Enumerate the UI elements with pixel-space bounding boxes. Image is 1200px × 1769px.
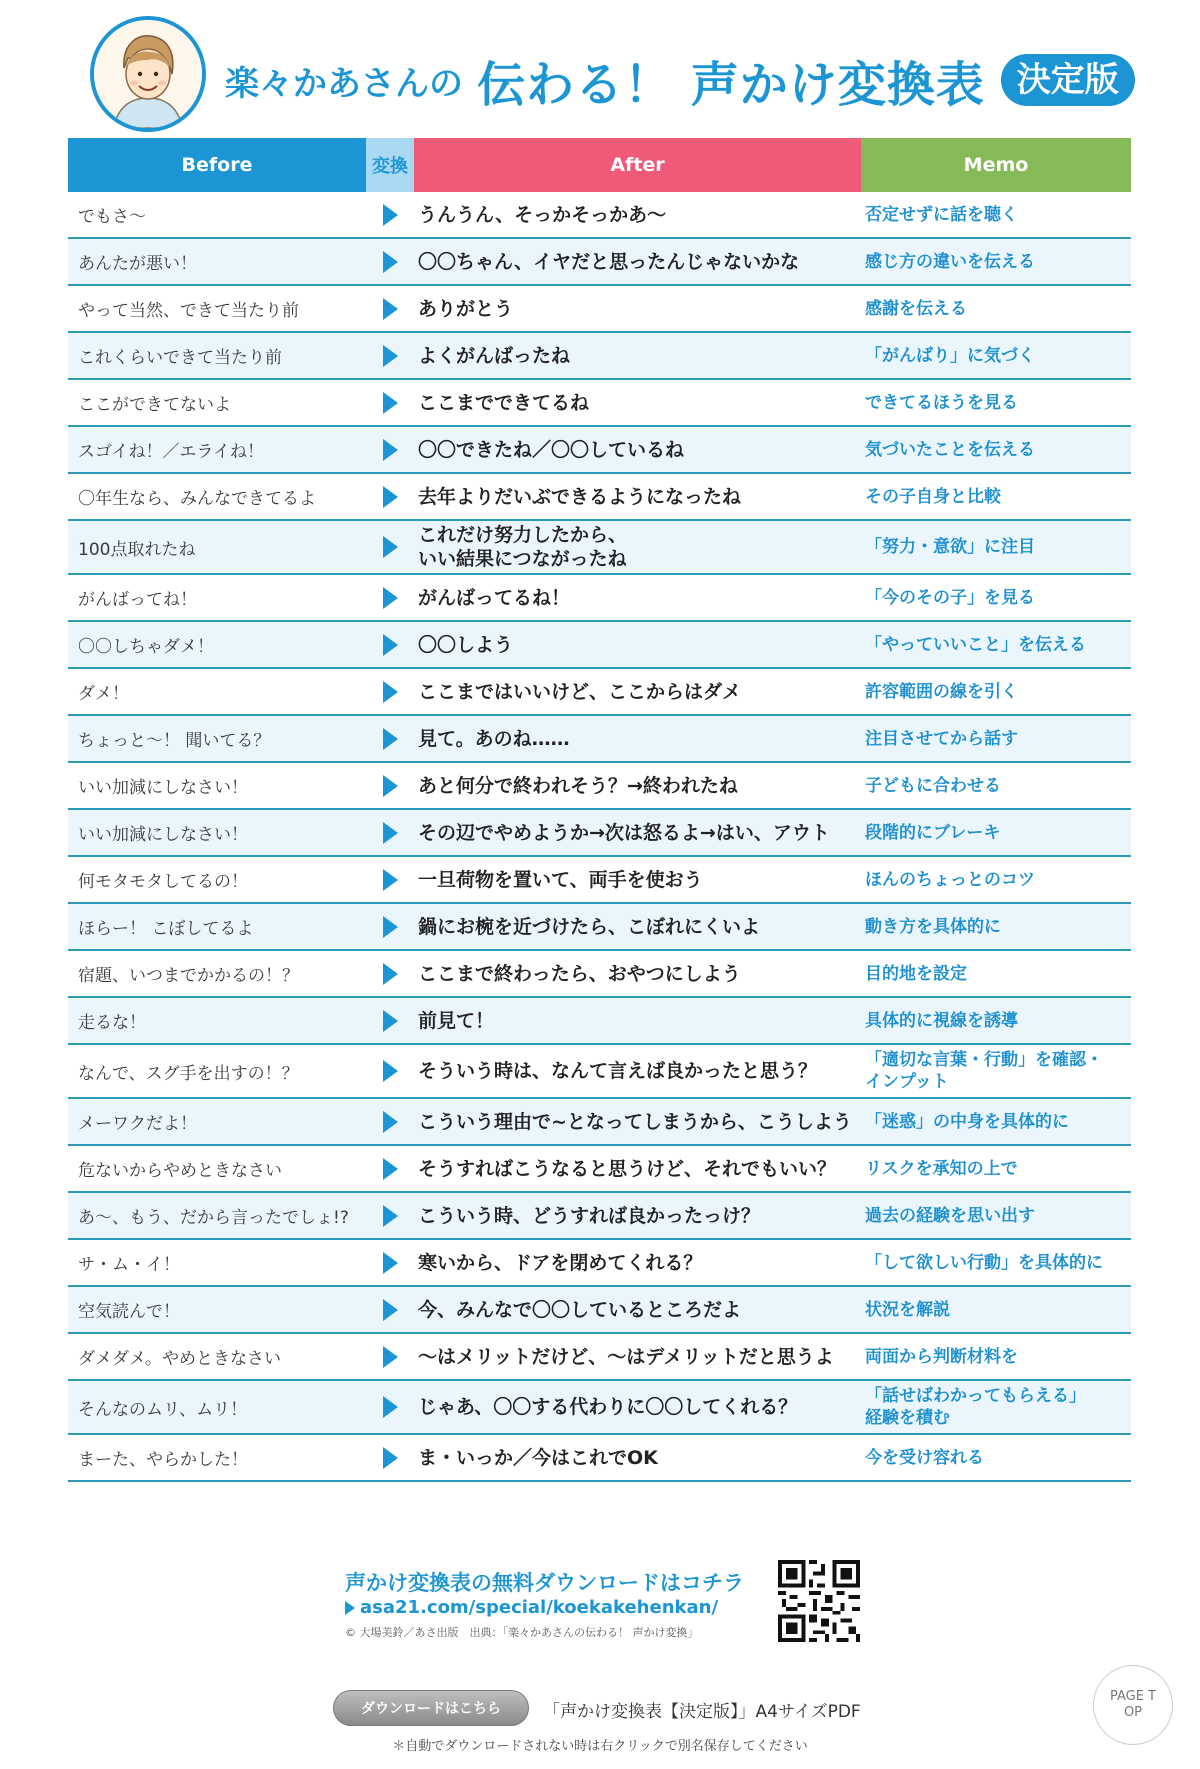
play-arrow-icon xyxy=(383,251,398,273)
before-cell: 〇年生なら、みんなできてるよ xyxy=(78,489,316,509)
play-arrow-icon xyxy=(383,963,398,985)
table-row xyxy=(68,1287,1131,1334)
convert-arrow-cell xyxy=(366,963,414,985)
play-arrow-icon xyxy=(345,1601,355,1615)
after-cell: 〜はメリットだけど、〜はデメリットだと思うよ xyxy=(418,1345,834,1368)
memo-cell: できてるほうを見る xyxy=(865,392,1018,413)
convert-arrow-cell xyxy=(366,869,414,891)
convert-arrow-cell xyxy=(366,536,414,558)
after-cell: そうすればこうなると思うけど、それでもいい？ xyxy=(418,1157,837,1180)
before-cell: ここができてないよ xyxy=(78,395,231,415)
title-main: 伝わる！ 声かけ変換表 xyxy=(477,56,985,113)
memo-cell: 子どもに合わせる xyxy=(865,775,1001,796)
table-row xyxy=(68,575,1131,622)
convert-arrow-cell xyxy=(366,1060,414,1082)
qr-code-icon xyxy=(778,1560,860,1642)
after-cell: 〇〇しよう xyxy=(418,633,514,656)
table-row xyxy=(68,1435,1131,1482)
table-row xyxy=(68,810,1131,857)
play-arrow-icon xyxy=(383,1010,398,1032)
after-cell: ここまで終わったら、おやつにしよう xyxy=(418,962,741,985)
convert-arrow-cell xyxy=(366,634,414,656)
convert-arrow-cell xyxy=(366,486,414,508)
memo-cell: 「適切な言葉・行動」を確認・ インプット xyxy=(865,1050,1103,1092)
convert-arrow-cell xyxy=(366,204,414,226)
page-top-label-1: PAGE T xyxy=(1109,1689,1157,1704)
memo-cell: 段階的にブレーキ xyxy=(865,822,1001,843)
convert-arrow-cell xyxy=(366,728,414,750)
after-cell: ここまではいいけど、ここからはダメ xyxy=(418,680,742,703)
after-cell: 寒いから、ドアを閉めてくれる？ xyxy=(418,1251,703,1274)
play-arrow-icon xyxy=(383,916,398,938)
after-cell: がんばってるね！ xyxy=(418,586,571,609)
convert-arrow-cell xyxy=(366,1346,414,1368)
memo-cell: 状況を解説 xyxy=(865,1299,950,1320)
memo-cell: 「努力・意欲」に注目 xyxy=(865,537,1035,557)
convert-arrow-cell xyxy=(366,1158,414,1180)
play-arrow-icon xyxy=(383,439,398,461)
play-arrow-icon xyxy=(383,1299,398,1321)
play-arrow-icon xyxy=(383,587,398,609)
memo-cell: 具体的に視線を誘導 xyxy=(865,1010,1018,1031)
convert-arrow-cell xyxy=(366,1010,414,1032)
before-cell: でもさ〜 xyxy=(78,207,146,227)
convert-arrow-cell xyxy=(366,439,414,461)
header-conversion: 変換 xyxy=(366,138,414,192)
play-arrow-icon xyxy=(383,345,398,367)
convert-arrow-cell xyxy=(366,822,414,844)
table-row xyxy=(68,333,1131,380)
memo-cell: 過去の経験を思い出す xyxy=(865,1205,1035,1226)
play-arrow-icon xyxy=(383,1447,398,1469)
play-arrow-icon xyxy=(383,822,398,844)
play-arrow-icon xyxy=(383,204,398,226)
convert-arrow-cell xyxy=(366,392,414,414)
memo-cell: リスクを承知の上で xyxy=(865,1158,1018,1179)
before-cell: メーワクだよ！ xyxy=(78,1114,197,1134)
before-cell: がんばってね！ xyxy=(78,590,197,610)
memo-cell: 気づいたことを伝える xyxy=(865,439,1035,460)
after-cell: あと何分で終われそう？→終われたね xyxy=(418,774,738,797)
table-row xyxy=(68,521,1131,575)
table-row xyxy=(68,998,1131,1045)
before-cell: そんなのムリ、ムリ！ xyxy=(78,1399,248,1420)
memo-cell: 両面から判断材料を xyxy=(865,1346,1018,1367)
author-avatar xyxy=(90,16,206,132)
after-cell: 〇〇できたね／〇〇しているね xyxy=(418,438,685,461)
table-row xyxy=(68,1146,1131,1193)
before-cell: やって当然、できて当たり前 xyxy=(78,301,299,321)
convert-arrow-cell xyxy=(366,1299,414,1321)
after-cell: ここまでできてるね xyxy=(418,391,590,414)
memo-cell: 感じ方の違いを伝える xyxy=(865,251,1035,272)
memo-cell: 注目させてから話す xyxy=(865,728,1018,749)
table-row xyxy=(68,1045,1131,1099)
memo-cell: 目的地を設定 xyxy=(865,963,967,984)
table-row xyxy=(68,669,1131,716)
before-cell: ダメ！ xyxy=(78,684,129,704)
play-arrow-icon xyxy=(383,869,398,891)
table-row xyxy=(68,474,1131,521)
memo-cell: ほんのちょっとのコツ xyxy=(865,869,1035,890)
before-cell: 〇〇しちゃダメ！ xyxy=(78,637,214,657)
after-cell: こういう理由で~となってしまうから、こうしよう xyxy=(418,1110,852,1133)
after-cell: これだけ努力したから、 いい結果につながったね xyxy=(418,524,628,570)
before-cell: いい加減にしなさい！ xyxy=(78,778,248,798)
before-cell: 宿題、いつまでかかるの！？ xyxy=(78,966,299,986)
table-row xyxy=(68,857,1131,904)
before-cell: いい加減にしなさい！ xyxy=(78,825,248,845)
download-note: ＊自動でダウンロードされない時は右クリックで別名保存してください xyxy=(392,1739,808,1754)
memo-cell: 許容範囲の線を引く xyxy=(865,681,1018,702)
table-row xyxy=(68,763,1131,810)
after-cell: 鍋にお椀を近づけたら、こぼれにくいよ xyxy=(418,915,761,938)
header-after: After xyxy=(414,138,861,192)
before-cell: なんで、スグ手を出すの！？ xyxy=(78,1063,299,1084)
before-cell: 空気読んで！ xyxy=(78,1302,180,1322)
convert-arrow-cell xyxy=(366,1205,414,1227)
play-arrow-icon xyxy=(383,1060,398,1082)
after-cell: 去年よりだいぶできるようになったね xyxy=(418,485,742,508)
convert-arrow-cell xyxy=(366,251,414,273)
convert-arrow-cell xyxy=(366,1111,414,1133)
play-arrow-icon xyxy=(383,1205,398,1227)
download-button[interactable]: ダウンロードはこちら xyxy=(333,1690,529,1726)
table-row xyxy=(68,1099,1131,1146)
table-row xyxy=(68,1334,1131,1381)
memo-cell: 感謝を伝える xyxy=(865,298,967,319)
memo-cell: 動き方を具体的に xyxy=(865,916,1001,937)
before-cell: 危ないからやめときなさい xyxy=(78,1161,282,1181)
after-cell: 前見て！ xyxy=(418,1009,495,1032)
play-arrow-icon xyxy=(383,536,398,558)
play-arrow-icon xyxy=(383,1111,398,1133)
after-cell: 見て。あのね…… xyxy=(418,727,570,750)
page-title xyxy=(225,40,1119,120)
play-arrow-icon xyxy=(383,775,398,797)
page-top-button[interactable] xyxy=(1093,1665,1173,1745)
table-row xyxy=(68,286,1131,333)
play-arrow-icon xyxy=(383,634,398,656)
memo-cell: 否定せずに話を聴く xyxy=(865,204,1018,225)
header-memo: Memo xyxy=(861,138,1131,192)
memo-cell: 今を受け容れる xyxy=(865,1447,984,1468)
convert-arrow-cell xyxy=(366,1252,414,1274)
table-row xyxy=(68,1193,1131,1240)
download-link[interactable] xyxy=(345,1597,718,1618)
play-arrow-icon xyxy=(383,392,398,414)
memo-cell: 「話せばわかってもらえる」 経験を積む xyxy=(865,1386,1086,1428)
after-cell: その辺でやめようか→次は怒るよ→はい、アウト xyxy=(418,821,830,844)
after-cell: 〇〇ちゃん、イヤだと思ったんじゃないかな xyxy=(418,250,800,273)
table-row xyxy=(68,1381,1131,1435)
convert-arrow-cell xyxy=(366,1396,414,1418)
convert-arrow-cell xyxy=(366,345,414,367)
table-row xyxy=(68,380,1131,427)
play-arrow-icon xyxy=(383,1158,398,1180)
before-cell: 100点取れたね xyxy=(78,539,196,560)
before-cell: これくらいできて当たり前 xyxy=(78,348,282,368)
table-body xyxy=(68,192,1131,1482)
table-header xyxy=(68,138,1131,192)
before-cell: サ・ム・イ！ xyxy=(78,1255,180,1275)
after-cell: うんうん、そっかそっかあ〜 xyxy=(418,203,667,226)
memo-cell: その子自身と比較 xyxy=(865,486,1001,507)
before-cell: 走るな！ xyxy=(78,1013,146,1033)
after-cell: 一旦荷物を置いて、両手を使おう xyxy=(418,868,703,891)
download-title: 声かけ変換表の無料ダウンロードはコチラ xyxy=(345,1571,744,1595)
play-arrow-icon xyxy=(383,728,398,750)
page-top-label-2: OP xyxy=(1123,1705,1143,1720)
before-cell: ちょっと〜！ 聞いてる？ xyxy=(78,731,271,751)
play-arrow-icon xyxy=(383,1252,398,1274)
table-row xyxy=(68,904,1131,951)
table-row xyxy=(68,427,1131,474)
after-cell: 今、みんなで〇〇しているところだよ xyxy=(418,1298,742,1321)
after-cell: ま・いっか／今はこれでOK xyxy=(418,1446,658,1469)
before-cell: 何モタモタしてるの！ xyxy=(78,872,248,892)
before-cell: まーた、やらかした！ xyxy=(78,1450,248,1470)
table-row xyxy=(68,192,1131,239)
table-row xyxy=(68,239,1131,286)
convert-arrow-cell xyxy=(366,681,414,703)
before-cell: ほらー！ こぼしてるよ xyxy=(78,919,254,939)
convert-arrow-cell xyxy=(366,298,414,320)
after-cell: ありがとう xyxy=(418,297,514,320)
play-arrow-icon xyxy=(383,681,398,703)
copyright-text: © 大場美鈴／あさ出版 出典：「楽々かあさんの伝わる！ 声かけ変換」 xyxy=(345,1626,699,1639)
play-arrow-icon xyxy=(383,1346,398,1368)
memo-cell: 「やっていいこと」を伝える xyxy=(865,634,1086,655)
before-cell: あんたが悪い！ xyxy=(78,254,197,274)
title-badge: 決定版 xyxy=(1001,54,1135,106)
table-row xyxy=(68,951,1131,998)
after-cell: そういう時は、なんて言えば良かったと思う？ xyxy=(418,1060,818,1082)
play-arrow-icon xyxy=(383,298,398,320)
memo-cell: 「今のその子」を見る xyxy=(865,587,1035,608)
header-before: Before xyxy=(68,138,366,192)
play-arrow-icon xyxy=(383,1396,398,1418)
table-row xyxy=(68,716,1131,763)
after-cell: こういう時、どうすれば良かったっけ？ xyxy=(418,1204,761,1227)
convert-arrow-cell xyxy=(366,775,414,797)
convert-arrow-cell xyxy=(366,916,414,938)
conversion-table xyxy=(68,138,1131,1482)
memo-cell: 「がんばり」に気づく xyxy=(865,345,1035,366)
table-row xyxy=(68,622,1131,669)
title-prefix: 楽々かあさんの xyxy=(225,63,463,104)
download-url[interactable]: asa21.com/special/koekakehenkan/ xyxy=(360,1597,719,1618)
before-cell: スゴイね！／エライね！ xyxy=(78,442,264,462)
table-row xyxy=(68,1240,1131,1287)
after-cell: よくがんばったね xyxy=(418,344,571,367)
convert-arrow-cell xyxy=(366,1447,414,1469)
pdf-label: 「声かけ変換表【決定版】」A4サイズPDF xyxy=(543,1702,861,1722)
after-cell: じゃあ、〇〇する代わりに〇〇してくれる？ xyxy=(418,1396,798,1418)
convert-arrow-cell xyxy=(366,587,414,609)
memo-cell: 「迷惑」の中身を具体的に xyxy=(865,1111,1069,1132)
play-arrow-icon xyxy=(383,486,398,508)
before-cell: ダメダメ。やめときなさい xyxy=(78,1349,281,1369)
memo-cell: 「して欲しい行動」を具体的に xyxy=(865,1252,1103,1273)
before-cell: あ〜、もう、だから言ったでしょ!? xyxy=(78,1208,349,1228)
